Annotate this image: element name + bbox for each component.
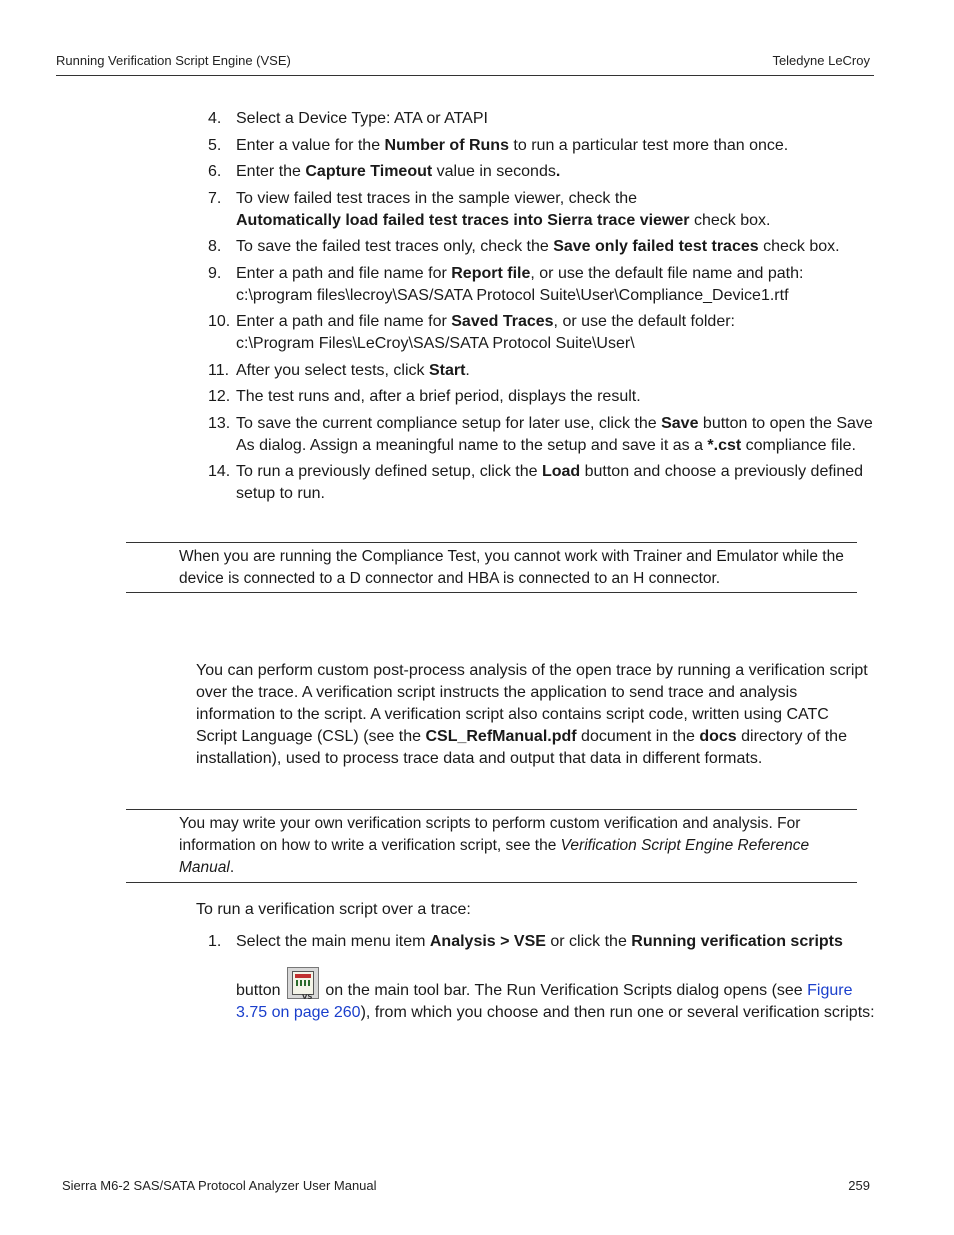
- text-run: to run a particular test more than once.: [508, 136, 789, 154]
- step-text: [236, 388, 641, 405]
- list-item: [208, 161, 876, 183]
- page-number: 259: [848, 1178, 870, 1193]
- bold-term: *.cst: [707, 436, 742, 454]
- text-run: Enter the: [236, 163, 306, 180]
- vse-steps-list: [208, 931, 876, 1024]
- step-number: 10.: [208, 313, 231, 330]
- step-number: 9.: [208, 264, 222, 282]
- step-text: [236, 238, 840, 255]
- compliance-steps-list: [208, 108, 876, 510]
- note-compliance-text: When you are running the Compliance Test, you cannot work with Trainer and Emulator while the device is connected to a D connector and HBA is connected to an H connector.: [179, 548, 844, 587]
- step-text: [236, 110, 488, 127]
- step-number: 11.: [208, 361, 230, 379]
- text-run: check box.: [758, 238, 840, 255]
- note-compliance: [126, 542, 857, 593]
- text-run: Enter a path and file name for: [236, 313, 452, 330]
- step-vse-before-icon: button: [236, 982, 285, 999]
- bold-term: Load: [541, 463, 581, 480]
- step-text: [236, 362, 470, 379]
- bold-term: Number of Runs: [384, 136, 509, 154]
- bold-term: Automatically load failed test traces into Sierra trace viewer: [236, 211, 690, 229]
- running-header-left: Running Verification Script Engine (VSE): [56, 53, 291, 68]
- text-run: directory of the installation), used to process trace data and output that data in different formats.: [196, 728, 847, 767]
- text-run: To save the failed test traces only, check the: [236, 238, 554, 255]
- text-run: Enter a value for the: [236, 136, 385, 154]
- text-run: To run a previously defined setup, click the: [236, 463, 542, 480]
- note-custom-scripts-text: [126, 813, 857, 879]
- step-text: [236, 463, 863, 502]
- text-run: or click the: [545, 933, 632, 950]
- italic-term: Verification Script Engine Reference Manual: [179, 837, 810, 876]
- text-run: Select a Device Type: ATA or ATAPI: [236, 110, 488, 127]
- text-run: Enter a path and file name for: [236, 264, 452, 282]
- vse-intro-paragraph: [196, 660, 872, 770]
- bold-term: Saved Traces: [451, 313, 554, 330]
- bold-term: CSL_RefManual.pdf: [425, 728, 577, 745]
- text-run: Select the main menu item: [236, 933, 430, 950]
- step-text: [236, 415, 873, 454]
- header-rule: [56, 75, 874, 76]
- text-run: After you select tests, click: [236, 361, 429, 379]
- running-header-right: Teledyne LeCroy: [772, 53, 870, 68]
- bold-term: Save only failed test traces: [553, 238, 759, 255]
- note-custom-scripts: [126, 809, 857, 883]
- text-run: .: [229, 859, 235, 876]
- text-run: To save the current compliance setup for later use, click the: [236, 414, 662, 432]
- bold-term: Report file: [451, 264, 531, 282]
- text-run: To view failed test traces in the sample viewer, check the: [236, 189, 638, 207]
- bold-term: Analysis > VSE: [429, 933, 546, 950]
- text-run: document in the: [576, 728, 700, 745]
- bold-term: Running verification scripts: [631, 933, 843, 950]
- step-vse-after-link: ), from which you choose and then run one or several verification scripts:: [360, 1004, 875, 1021]
- text-run: c:\program files\lecroy\SAS/SATA Protocol Suite\User\Compliance_Device1.rtf: [236, 286, 789, 304]
- list-item: [208, 188, 876, 232]
- bold-term: .: [555, 163, 561, 180]
- list-item: [208, 135, 876, 157]
- bold-term: Save: [661, 414, 699, 432]
- bold-term: Capture Timeout: [305, 163, 433, 180]
- step-number: 5.: [208, 136, 222, 154]
- footer-title: Sierra M6-2 SAS/SATA Protocol Analyzer User Manual: [62, 1178, 377, 1193]
- text-run: check box.: [689, 211, 771, 229]
- text-run: , or use the default file name and path:: [530, 264, 804, 282]
- list-item: [208, 360, 876, 382]
- list-item: [208, 386, 876, 408]
- run-verification-scripts-icon: [287, 967, 319, 999]
- text-run: , or use the default folder:: [553, 313, 735, 330]
- bold-term: docs: [699, 728, 737, 745]
- icon-label: VS: [301, 993, 313, 1001]
- step-text: [236, 163, 560, 180]
- list-item: [208, 108, 876, 130]
- list-item: [208, 413, 876, 457]
- step-number: 12.: [208, 388, 231, 405]
- list-item: [208, 311, 876, 355]
- step-number: 8.: [208, 238, 222, 255]
- text-run: compliance file.: [741, 436, 856, 454]
- step-vse-after-icon: on the main tool bar. The Run Verification Scripts dialog opens (see: [320, 982, 808, 999]
- step-text: [236, 190, 770, 229]
- text-run: button and choose a previously defined setup to run.: [236, 463, 864, 502]
- step-text: [236, 313, 735, 352]
- step-number: 1.: [208, 933, 222, 950]
- text-run: You may write your own verification scripts to perform custom verification and analysis. For information on how to write a verification script, see the: [179, 815, 801, 854]
- text-run: .: [465, 361, 470, 379]
- text-run: value in seconds: [432, 163, 556, 180]
- bold-term: Start: [428, 361, 466, 379]
- text-run: You can perform custom post-process analysis of the open trace by running a verification script over the trace. A verification script instructs the application to send trace and analysis information to the script. A verification script also contains script code, written using CATC Script Language (CSL) (see the: [196, 662, 868, 745]
- list-item: [208, 461, 876, 505]
- step-number: 6.: [208, 163, 222, 180]
- step-number: 7.: [208, 189, 222, 207]
- text-run: button to open the Save As dialog. Assign a meaningful name to the setup and save it as a: [236, 414, 873, 454]
- text-run: The test runs and, after a brief period, displays the result.: [236, 388, 641, 405]
- step-vse-line1: [236, 931, 876, 953]
- text-run: c:\Program Files\LeCroy\SAS/SATA Protocol Suite\User\: [236, 335, 635, 352]
- list-item: [208, 263, 876, 307]
- step-number: 14.: [208, 463, 231, 480]
- list-item: [208, 236, 876, 258]
- step-number: 13.: [208, 414, 231, 432]
- list-item: [208, 931, 876, 1024]
- step-text: [236, 137, 788, 154]
- step-text: [236, 265, 803, 304]
- step-vse-line2: [236, 967, 876, 1024]
- figure-link[interactable]: Figure 3.75 on page 260: [236, 982, 853, 1021]
- step-number: 4.: [208, 110, 222, 127]
- run-script-intro: To run a verification script over a trace:: [196, 901, 471, 918]
